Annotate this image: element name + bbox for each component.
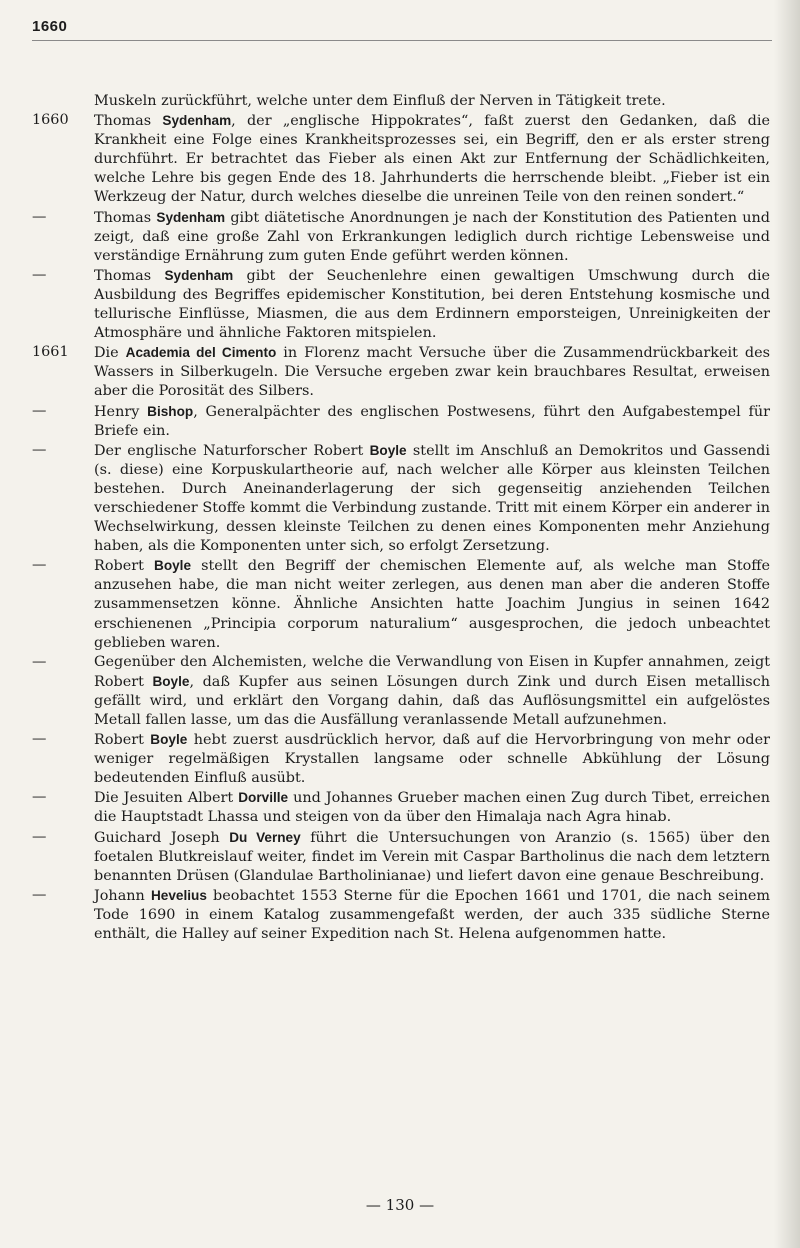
entry-text	[94, 653, 770, 730]
entry-year: —	[32, 402, 47, 419]
chronology-entry	[30, 266, 770, 343]
entry-text	[94, 556, 770, 652]
entry-body: beobachtet 1553 Sterne für die Epochen 1661 und 1701, die nach seinem Tode 1690 in einem Katalog zusammengefaßt werden, der auch 335 südliche Sterne enthält, die Halley auf seiner Expedition nach St. Helena aufgenommen hatte.	[94, 887, 770, 943]
person-name: Sydenham	[162, 113, 232, 129]
entry-year: —	[32, 266, 47, 283]
entry-year: —	[32, 557, 47, 574]
entry-body: und Johannes Grueber machen einen Zug durch Tibet, erreichen die Hauptstadt Lhassa und steigen von da über den Himalaja nach Agra hinab.	[94, 790, 770, 826]
body-text	[30, 92, 770, 944]
person-name: Academia del Cimento	[125, 345, 277, 361]
person-name: Hevelius	[150, 887, 207, 903]
entry-body: gibt diätetische Anordnungen je nach der Konstitution des Patienten und zeigt, daß eine große Zahl von Erkrankungen lediglich durch richtige Lebensweise und verständige Ernährung zum guten Ende geführt werden können.	[94, 209, 770, 264]
entry-body: , der „englische Hippokrates“, faßt zuerst den Gedanken, daß die Krankheit eine Folge eines Krankheitsprozesses sei, ein Begriff, den er als erster streng durchführt. Er betrachtet das Fieber als einen Akt zur Entfernung der Schädlichkeiten, welche Lehre bis gegen Ende des 18. Jahrhunderts die herrschende bleibt. „Fieber ist ein Werkzeug der Natur, durch welches dieselbe die unreinen Teile von den reinen sondert.“	[94, 113, 771, 206]
entry-body: stellt den Begriff der chemischen Elemente auf, als welche man Stoffe anzusehen habe, die man nicht weiter zerlegen, aus denen man aber die anderen Stoffe zusammensetzen könne. Ähnliche Ansichten hatte Joachim Jungius in seinen 1642 erschienenen „Principia corporum naturalium“ ausgesprochen, die jedoch unbeachtet geblieben waren.	[94, 558, 770, 651]
chronology-entry	[30, 111, 770, 207]
entry-text	[94, 208, 770, 266]
entry-year: 1660	[32, 112, 69, 129]
entry-body: führt die Untersuchungen von Aranzio (s. 1565) über den foetalen Blutkreislauf weiter, findet im Verein mit Caspar Bartholinus die nach dem letztern benannten Drüsen (Glandulae Bartholinianae) und liefert davon eine genaue Beschreibung.	[94, 829, 770, 884]
entry-body: gibt der Seuchenlehre einen gewaltigen Umschwung durch die Ausbildung des Begriffes epidemischer Konstitution, bei deren Entstehung kosmische und tellurische Einflüsse, Miasmen, die aus dem Erdinnern emporsteigen, Unreinigkeiten der Atmosphäre und ähnliche Faktoren mitspielen.	[94, 267, 770, 342]
entry-text	[94, 402, 770, 441]
entry-lead: Robert	[94, 732, 144, 749]
entry-body: Muskeln zurückführt, welche unter dem Einfluß der Nerven in Tätigkeit trete.	[94, 93, 666, 109]
entry-lead: Der englische Naturforscher Robert	[94, 442, 364, 459]
entry-text	[94, 441, 770, 557]
entry-lead: Die Jesuiten Albert	[94, 790, 234, 807]
entry-lead: Thomas	[94, 267, 152, 284]
page-number: — 130 —	[365, 1196, 435, 1214]
entry-year: —	[32, 789, 47, 806]
entry-text	[94, 886, 770, 944]
person-name: Du Verney	[229, 829, 301, 845]
entry-text	[94, 111, 770, 207]
entry-body: hebt zuerst ausdrücklich hervor, daß auf die Hervorbringung von mehr oder weniger regelmäßigen Krystallen langsame oder schnelle Abkühlung der Lösung bedeutenden Einfluß ausübt.	[94, 732, 770, 787]
person-name: Sydenham	[164, 267, 234, 283]
entry-year: —	[32, 653, 47, 670]
entry-body: , daß Kupfer aus seinen Lösungen durch Zink und durch Eisen metallisch gefällt wird, und erklärt den Vorgang dahin, daß das Auflösungsmittel ein aufgelöstes Metall fallen lasse, um das die Ausfällung veranlassende Metall aufzunehmen.	[94, 673, 770, 728]
person-name: Boyle	[152, 673, 190, 689]
entry-text	[94, 730, 770, 788]
entry-body: , Generalpächter des englischen Postwesens, führt den Aufgabestempel für Briefe ein.	[94, 403, 770, 439]
chronology-entry	[30, 730, 770, 788]
chronology-entry	[30, 828, 770, 886]
entry-lead: Die	[94, 345, 119, 362]
entry-lead: Gegenüber den Alchemisten, welche die Verwandlung von Eisen in Kupfer annahmen, zeigt Robert	[94, 653, 770, 690]
entry-year: —	[32, 886, 47, 903]
entry-lead: Guichard Joseph	[94, 829, 220, 846]
person-name: Sydenham	[156, 209, 226, 225]
chronology-entry	[30, 653, 770, 730]
chronology-entry	[30, 208, 770, 266]
person-name: Dorville	[238, 790, 289, 806]
person-name: Boyle	[369, 442, 407, 458]
chronology-entry	[30, 402, 770, 441]
chronology-entry	[30, 92, 770, 111]
entry-year: 1661	[32, 344, 69, 361]
chronology-entry	[30, 886, 770, 944]
entry-text	[94, 343, 770, 401]
chronology-entry	[30, 343, 770, 401]
entry-year: —	[32, 441, 47, 458]
entry-body: in Florenz macht Versuche über die Zusammendrückbarkeit des Wassers in Silberkugeln. Die Versuche ergeben zwar kein brauchbares Resultat, erweisen aber die Porosität des Silbers.	[94, 345, 770, 400]
entry-lead: Thomas	[94, 113, 152, 130]
entry-year	[30, 92, 94, 111]
entry-body: stellt im Anschluß an Demokritos und Gassendi (s. diese) eine Korpuskulartheorie auf, nach welcher alle Körper aus kleinsten Teilchen bestehen. Durch Aneinanderlagerung der sich gegenseitig anziehenden Teilchen verschiedener Stoffe kommt die Verbindung zustande. Tritt mit einem Körper ein anderer in Wechselwirkung, dessen kleinste Teilchen zu denen eines Komponenten mehr Anziehung haben, als die Komponenten unter sich, so erfolgt Zersetzung.	[94, 442, 770, 555]
person-name: Boyle	[150, 732, 188, 748]
chronology-entry	[30, 788, 770, 827]
entry-year: —	[32, 828, 47, 845]
header-rule	[32, 40, 772, 41]
entry-text	[94, 828, 770, 886]
entry-text	[94, 266, 770, 343]
entry-lead: Johann	[94, 887, 145, 904]
running-head: 1660	[32, 18, 68, 35]
entry-year: —	[32, 731, 47, 748]
page-edge-shadow	[774, 0, 800, 1248]
chronology-entry	[30, 441, 770, 557]
person-name: Boyle	[154, 558, 192, 574]
entry-lead: Robert	[94, 558, 144, 575]
person-name: Bishop	[147, 403, 194, 419]
entry-lead: Henry	[94, 403, 140, 420]
entry-text	[94, 92, 770, 111]
entry-text	[94, 788, 770, 827]
chronology-entry	[30, 556, 770, 652]
entry-year: —	[32, 208, 47, 225]
entry-lead: Thomas	[94, 209, 152, 226]
